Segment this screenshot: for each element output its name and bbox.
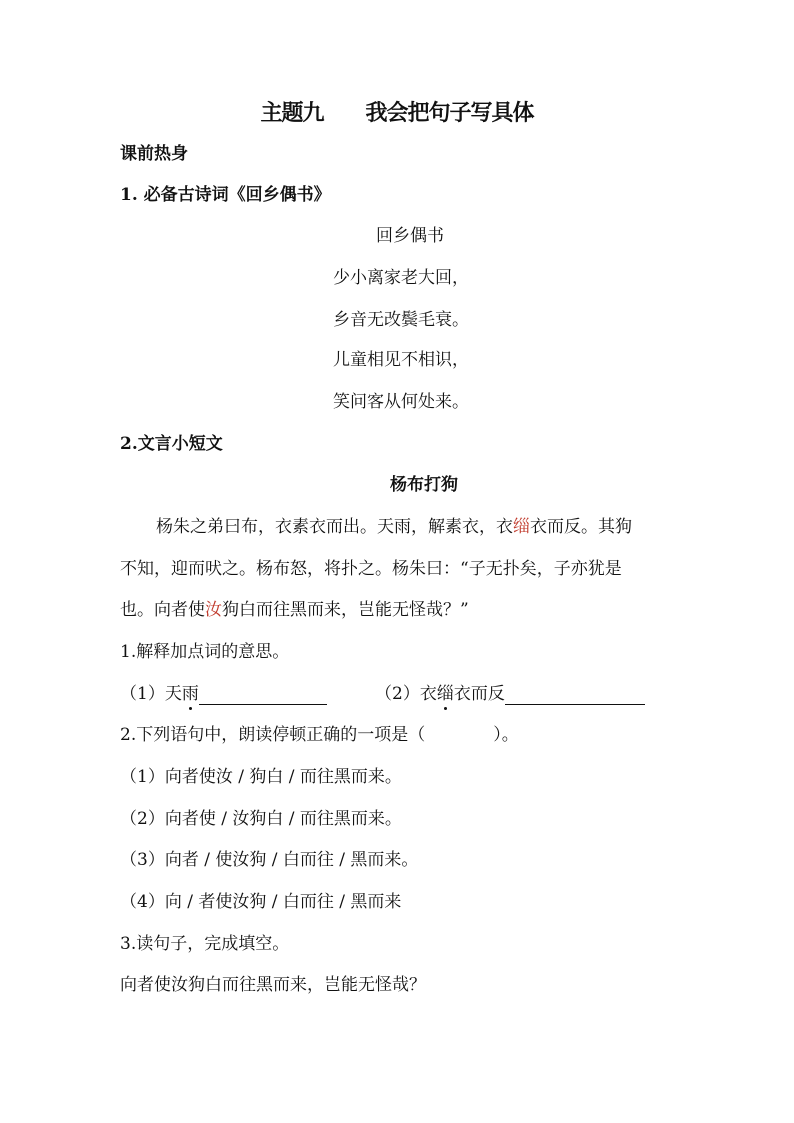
question-3-prompt: 3.读句子，完成填空。 <box>120 934 290 954</box>
question-2-option: （4）向 / 者使汝狗 / 白而往 / 黑而来 <box>120 892 402 912</box>
passage-title: 杨布打狗 <box>390 475 458 495</box>
passage-line: 不知，迎而吠之。杨布怒，将扑之。杨朱曰：“子无扑矣，子亦犹是 <box>120 559 622 579</box>
passage-line <box>156 516 632 538</box>
passage-line <box>120 599 469 621</box>
q1b-answer-blank[interactable] <box>505 686 645 705</box>
question-2-option: （1）向者使汝 / 狗白 / 而往黑而来。 <box>120 767 402 787</box>
poem-line: 乡音无改鬓毛衰。 <box>333 310 469 330</box>
page-title: 主题九 我会把句子写具体 <box>260 101 534 126</box>
passage-text: 衣而反。其狗 <box>530 517 632 537</box>
item1-heading: 1. 必备古诗词《回乡偶书》 <box>120 185 331 205</box>
passage-text: 狗白而往黑而来，岂能无怪哉？” <box>222 600 469 620</box>
question-2-option: （2）向者使 / 汝狗白 / 而往黑而来。 <box>120 809 402 829</box>
poem-title: 回乡偶书 <box>376 226 444 246</box>
q1a-answer-blank[interactable] <box>199 686 327 705</box>
passage-text: 汝 <box>205 600 222 620</box>
passage-text: 杨朱之弟曰布，衣素衣而出。天雨，解素衣，衣 <box>156 517 513 537</box>
passage-text: 缁 <box>513 517 530 537</box>
question-2-option: （3）向者 / 使汝狗 / 白而往 / 黑而来。 <box>120 850 419 870</box>
q1a-label: （1）天 <box>120 684 182 704</box>
q1b-label: （2）衣 <box>375 684 437 704</box>
question-1-part-a <box>120 683 327 705</box>
q1b-rest: 衣而反 <box>453 684 505 704</box>
question-3-sentence: 向者使汝狗白而往黑而来，岂能无怪哉？ <box>120 975 426 995</box>
question-2-prompt: 2.下列语句中，朗读停顿正确的一项是（ ）。 <box>120 725 519 745</box>
passage-text: 也。向者使 <box>120 600 205 620</box>
item2-heading: 2.文言小短文 <box>120 434 223 454</box>
q1a-dotted-word: 雨 <box>181 684 199 704</box>
poem-line: 少小离家老大回， <box>333 268 469 288</box>
section-warmup: 课前热身 <box>120 144 188 164</box>
question-1-prompt: 1.解释加点词的意思。 <box>120 642 290 662</box>
question-1-part-b <box>375 683 645 705</box>
poem-line: 儿童相见不相识， <box>333 350 469 370</box>
q1b-dotted-word: 缁 <box>436 684 454 704</box>
poem-line: 笑问客从何处来。 <box>333 392 469 412</box>
